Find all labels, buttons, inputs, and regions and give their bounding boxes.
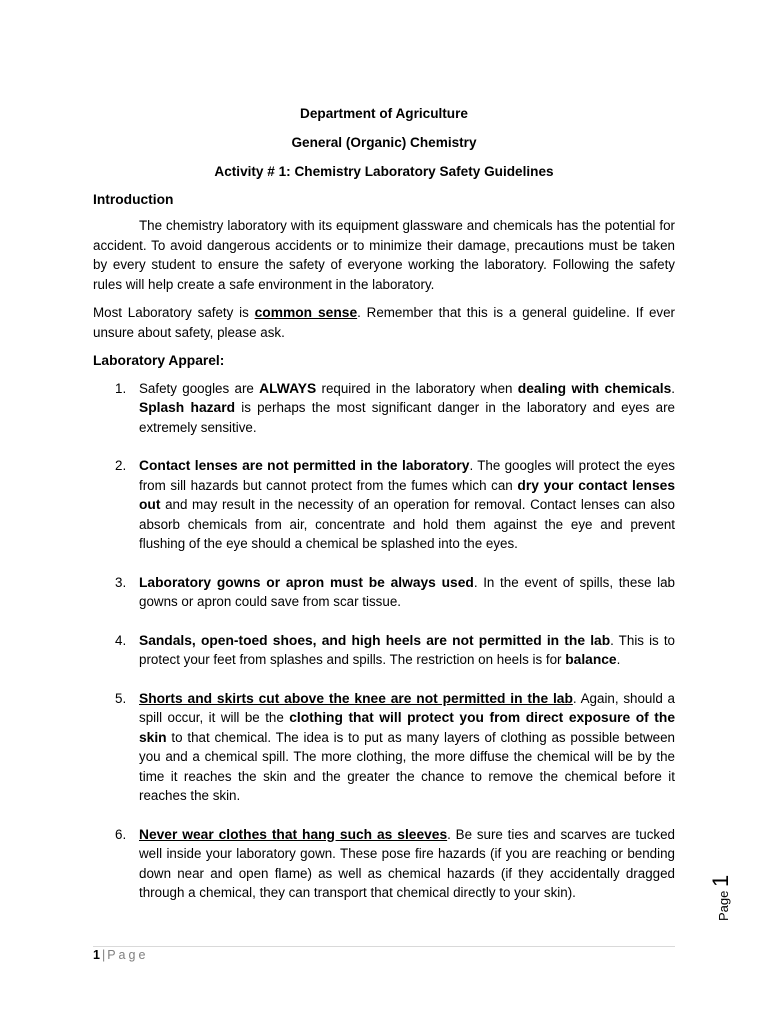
list-number: 1. [115, 380, 127, 396]
emphasis: ALWAYS [259, 380, 317, 396]
side-page-label-text [708, 875, 734, 921]
list-item [93, 631, 675, 670]
text-run: Most Laboratory safety is [93, 305, 255, 320]
side-page-number: 1 [708, 874, 733, 887]
text-run: . The googles will protect the eyes from sill hazards but cannot protect from the fumes which can [139, 458, 675, 493]
common-sense-paragraph [93, 303, 675, 342]
text-run: . In the event of spills, these lab gowns or apron could save from scar tissue. [139, 574, 675, 609]
emphasis: dry your contact lenses out [139, 477, 675, 512]
text-run: . [671, 380, 675, 396]
common-sense-emphasis: common sense [254, 305, 358, 320]
list-number: 5. [115, 690, 127, 706]
department-title: Department of Agriculture [300, 106, 468, 121]
text-run: . This is to protect your feet from splashes and spills. The restriction on heels is for [139, 632, 675, 667]
list-number: 3. [115, 574, 127, 590]
emphasis: Never wear clothes that hang such as sleeves [139, 826, 448, 842]
emphasis: balance [565, 652, 617, 667]
emphasis: Laboratory gowns or apron must be always used [139, 574, 474, 590]
text-run: Safety googles are [139, 380, 260, 396]
text-run: . Be sure ties and scarves are tucked well inside your laboratory gown. These pose fire hazards (if you are reaching or bending down near and open flame) as well as chemical hazards (if they accidentally dragged through a chemical, they can transport that chemical directly to your skin). [139, 826, 675, 900]
emphasis: Splash hazard [139, 400, 236, 415]
laboratory-apparel-heading: Laboratory Apparel: [93, 353, 225, 368]
list-number: 6. [115, 826, 127, 842]
text-run: . Remember that this is a general guideline. If ever unsure about safety, please ask. [93, 305, 676, 340]
footer-divider [93, 946, 675, 947]
text-run: and may result in the necessity of an operation for removal. Contact lenses can also absorb chemicals from air, concentrate and hold them against the eye and prevent flushing of the eye should a chemical be splashed into the eyes. [139, 497, 675, 551]
list-item [93, 689, 675, 806]
activity-title: Activity # 1: Chemistry Laboratory Safety Guidelines [214, 164, 554, 179]
list-item [93, 573, 675, 612]
list-item [93, 825, 675, 903]
emphasis: dealing with chemicals [517, 380, 672, 396]
introduction-paragraph: The chemistry laboratory with its equipment glassware and chemicals has the potential for accident. To avoid dangerous accidents or to minimize their damage, precautions must be taken by every student to ensure the safety of everyone working the laboratory. Following the safety rules will help create a safe environment in the laboratory. [93, 218, 675, 292]
text-run: is perhaps the most significant danger in the laboratory and eyes are extremely sensitive. [139, 400, 675, 435]
footer-page-word: Page [107, 948, 149, 962]
side-page-word: Page [716, 890, 731, 921]
apparel-rules-list [93, 379, 675, 903]
introduction-heading: Introduction [93, 191, 174, 207]
list-number: 2. [115, 458, 127, 473]
list-item [93, 379, 675, 438]
emphasis: clothing that will protect you from direct exposure of the skin [139, 710, 675, 745]
side-page-label [708, 874, 738, 924]
footer-separator: | [101, 948, 106, 962]
text-run: . [616, 652, 621, 667]
footer-page-number: 1 [93, 948, 100, 962]
emphasis: Shorts and skirts cut above the knee are not permitted in the lab [139, 690, 573, 706]
text-run: required in the laboratory when [316, 380, 518, 396]
page-footer [93, 948, 148, 962]
emphasis: Sandals, open-toed shoes, and high heels are not permitted in the lab [139, 632, 611, 648]
list-number: 4. [115, 632, 127, 648]
course-title: General (Organic) Chemistry [291, 135, 477, 150]
text-run: . Again, should a spill occur, it will be the [139, 690, 675, 725]
list-item [93, 456, 675, 554]
text-run: to that chemical. The idea is to put as many layers of clothing as possible between you and a chemical spill. The more clothing, the more diffuse the chemical will be by the time it reaches the skin and the greater the chance to remove the chemical before it reaches the skin. [139, 729, 675, 803]
emphasis: Contact lenses are not permitted in the laboratory [139, 458, 470, 473]
page-content [93, 104, 675, 903]
